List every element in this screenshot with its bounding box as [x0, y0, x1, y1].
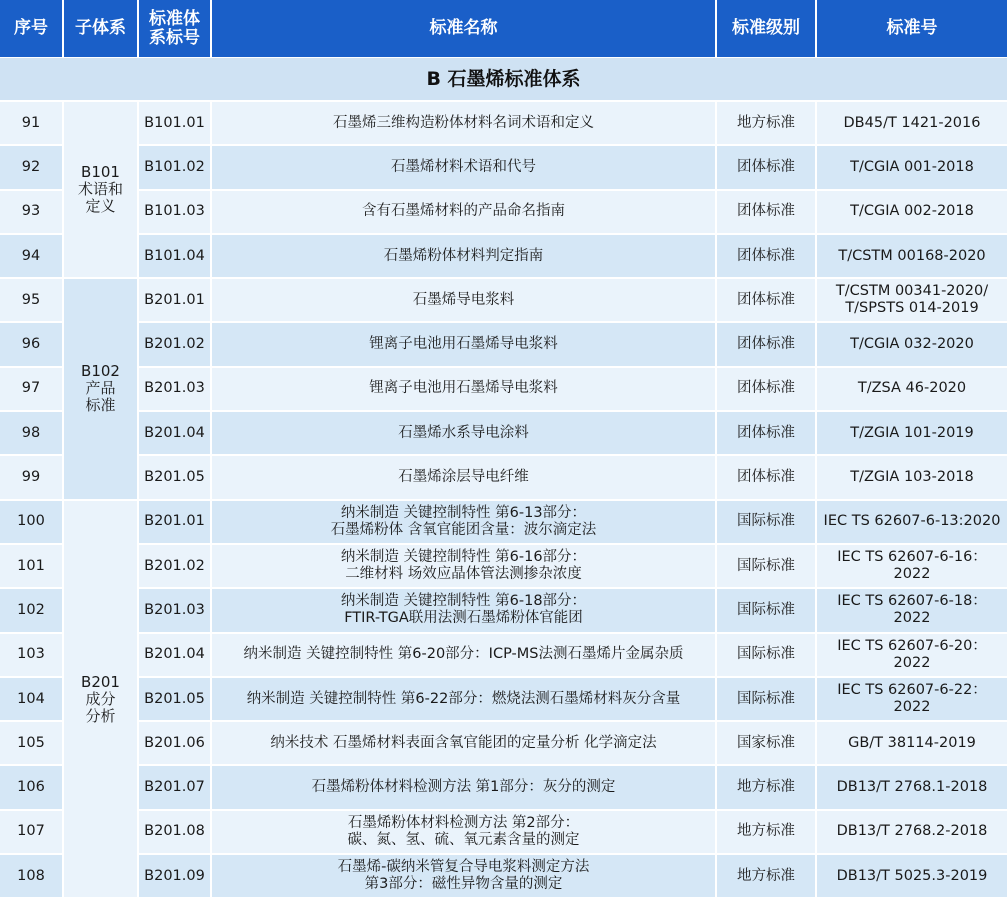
- row-code: B201.04: [139, 410, 212, 454]
- header-number: 标准号: [817, 0, 1007, 57]
- row-level: 团体标准: [717, 321, 817, 365]
- row-index: 104: [0, 676, 64, 720]
- row-number: T/CGIA 001-2018: [817, 144, 1007, 188]
- row-name: 石墨烯导电浆料: [212, 277, 717, 321]
- row-name: 纳米制造 关键控制特性 第6-13部分： 石墨烯粉体 含氧官能团含量：波尔滴定法: [212, 499, 717, 543]
- row-level: 地方标准: [717, 100, 817, 144]
- row-level: 团体标准: [717, 189, 817, 233]
- row-index: 95: [0, 277, 64, 321]
- header-code: 标准体 系标号: [139, 0, 212, 57]
- row-number: DB13/T 5025.3-2019: [817, 853, 1007, 897]
- row-index: 102: [0, 587, 64, 631]
- row-index: 103: [0, 632, 64, 676]
- table-row: [0, 720, 1007, 764]
- table-row: [0, 809, 1007, 853]
- table-row: [0, 676, 1007, 720]
- table-row: [0, 321, 1007, 365]
- table-row: [0, 233, 1007, 277]
- row-index: 100: [0, 499, 64, 543]
- table-header-row: [0, 0, 1007, 57]
- row-number: IEC TS 62607-6-13:2020: [817, 499, 1007, 543]
- row-level: 团体标准: [717, 277, 817, 321]
- row-index: 106: [0, 764, 64, 808]
- row-index: 94: [0, 233, 64, 277]
- row-code: B101.04: [139, 233, 212, 277]
- row-number: DB13/T 2768.1-2018: [817, 764, 1007, 808]
- row-number: IEC TS 62607-6-16：2022: [817, 543, 1007, 587]
- row-number: T/ZSA 46-2020: [817, 366, 1007, 410]
- row-level: 国际标准: [717, 499, 817, 543]
- row-code: B201.01: [139, 499, 212, 543]
- row-code: B201.03: [139, 587, 212, 631]
- row-name: 纳米制造 关键控制特性 第6-22部分：燃烧法测石墨烯材料灰分含量: [212, 676, 717, 720]
- row-name: 石墨烯-碳纳米管复合导电浆料测定方法 第3部分：磁性异物含量的测定: [212, 853, 717, 897]
- row-name: 纳米制造 关键控制特性 第6-20部分：ICP-MS法测石墨烯片金属杂质: [212, 632, 717, 676]
- table-row: [0, 189, 1007, 233]
- row-level: 团体标准: [717, 454, 817, 498]
- section-title: B 石墨烯标准体系: [0, 57, 1007, 100]
- header-name: 标准名称: [212, 0, 717, 57]
- row-number: DB13/T 2768.2-2018: [817, 809, 1007, 853]
- row-index: 91: [0, 100, 64, 144]
- row-name: 锂离子电池用石墨烯导电浆料: [212, 321, 717, 365]
- row-level: 国家标准: [717, 720, 817, 764]
- table-row: [0, 100, 1007, 144]
- row-level: 国际标准: [717, 587, 817, 631]
- row-index: 97: [0, 366, 64, 410]
- row-index: 105: [0, 720, 64, 764]
- table-row: [0, 543, 1007, 587]
- row-level: 团体标准: [717, 233, 817, 277]
- table-row: [0, 410, 1007, 454]
- row-code: B201.09: [139, 853, 212, 897]
- row-index: 107: [0, 809, 64, 853]
- row-code: B201.03: [139, 366, 212, 410]
- row-index: 98: [0, 410, 64, 454]
- table-row: [0, 632, 1007, 676]
- row-index: 93: [0, 189, 64, 233]
- row-number: GB/T 38114-2019: [817, 720, 1007, 764]
- row-level: 地方标准: [717, 853, 817, 897]
- row-name: 石墨烯粉体材料检测方法 第2部分： 碳、氮、氢、硫、氧元素含量的测定: [212, 809, 717, 853]
- row-index: 99: [0, 454, 64, 498]
- row-number: T/CSTM 00341-2020/ T/SPSTS 014-2019: [817, 277, 1007, 321]
- row-level: 国际标准: [717, 543, 817, 587]
- row-name: 石墨烯三维构造粉体材料名词术语和定义: [212, 100, 717, 144]
- row-name: 石墨烯粉体材料检测方法 第1部分：灰分的测定: [212, 764, 717, 808]
- table-row: [0, 853, 1007, 897]
- row-index: 92: [0, 144, 64, 188]
- row-number: IEC TS 62607-6-22：2022: [817, 676, 1007, 720]
- row-number: T/CGIA 032-2020: [817, 321, 1007, 365]
- table-row: [0, 764, 1007, 808]
- row-level: 国际标准: [717, 632, 817, 676]
- row-name: 含有石墨烯材料的产品命名指南: [212, 189, 717, 233]
- table-row: [0, 366, 1007, 410]
- row-code: B201.02: [139, 543, 212, 587]
- table-row: [0, 587, 1007, 631]
- row-number: T/ZGIA 103-2018: [817, 454, 1007, 498]
- row-code: B201.07: [139, 764, 212, 808]
- header-subsystem: 子体系: [64, 0, 139, 57]
- table-row: [0, 499, 1007, 543]
- subsystem-group: B102 产品 标准: [64, 277, 139, 498]
- row-code: B201.05: [139, 676, 212, 720]
- row-index: 108: [0, 853, 64, 897]
- table-row: [0, 277, 1007, 321]
- section-title-row: [0, 57, 1007, 100]
- row-name: 纳米技术 石墨烯材料表面含氧官能团的定量分析 化学滴定法: [212, 720, 717, 764]
- row-index: 96: [0, 321, 64, 365]
- row-code: B201.04: [139, 632, 212, 676]
- row-code: B101.01: [139, 100, 212, 144]
- table-row: [0, 144, 1007, 188]
- row-name: 石墨烯粉体材料判定指南: [212, 233, 717, 277]
- row-name: 纳米制造 关键控制特性 第6-18部分： FTIR-TGA联用法测石墨烯粉体官能团: [212, 587, 717, 631]
- row-name: 锂离子电池用石墨烯导电浆料: [212, 366, 717, 410]
- row-level: 团体标准: [717, 410, 817, 454]
- row-number: IEC TS 62607-6-18：2022: [817, 587, 1007, 631]
- header-level: 标准级别: [717, 0, 817, 57]
- row-number: DB45/T 1421-2016: [817, 100, 1007, 144]
- row-number: IEC TS 62607-6-20：2022: [817, 632, 1007, 676]
- row-code: B201.06: [139, 720, 212, 764]
- row-code: B101.03: [139, 189, 212, 233]
- subsystem-group: B101 术语和 定义: [64, 100, 139, 277]
- row-code: B201.08: [139, 809, 212, 853]
- row-number: T/ZGIA 101-2019: [817, 410, 1007, 454]
- row-level: 地方标准: [717, 764, 817, 808]
- header-index: 序号: [0, 0, 64, 57]
- table-row: [0, 454, 1007, 498]
- row-index: 101: [0, 543, 64, 587]
- row-name: 石墨烯材料术语和代号: [212, 144, 717, 188]
- row-name: 石墨烯涂层导电纤维: [212, 454, 717, 498]
- row-code: B201.02: [139, 321, 212, 365]
- row-name: 纳米制造 关键控制特性 第6-16部分： 二维材料 场效应晶体管法测掺杂浓度: [212, 543, 717, 587]
- row-number: T/CSTM 00168-2020: [817, 233, 1007, 277]
- row-level: 团体标准: [717, 144, 817, 188]
- row-code: B201.01: [139, 277, 212, 321]
- row-name: 石墨烯水系导电涂料: [212, 410, 717, 454]
- row-level: 国际标准: [717, 676, 817, 720]
- row-number: T/CGIA 002-2018: [817, 189, 1007, 233]
- row-code: B101.02: [139, 144, 212, 188]
- row-level: 团体标准: [717, 366, 817, 410]
- row-level: 地方标准: [717, 809, 817, 853]
- row-code: B201.05: [139, 454, 212, 498]
- subsystem-group: B201 成分 分析: [64, 499, 139, 897]
